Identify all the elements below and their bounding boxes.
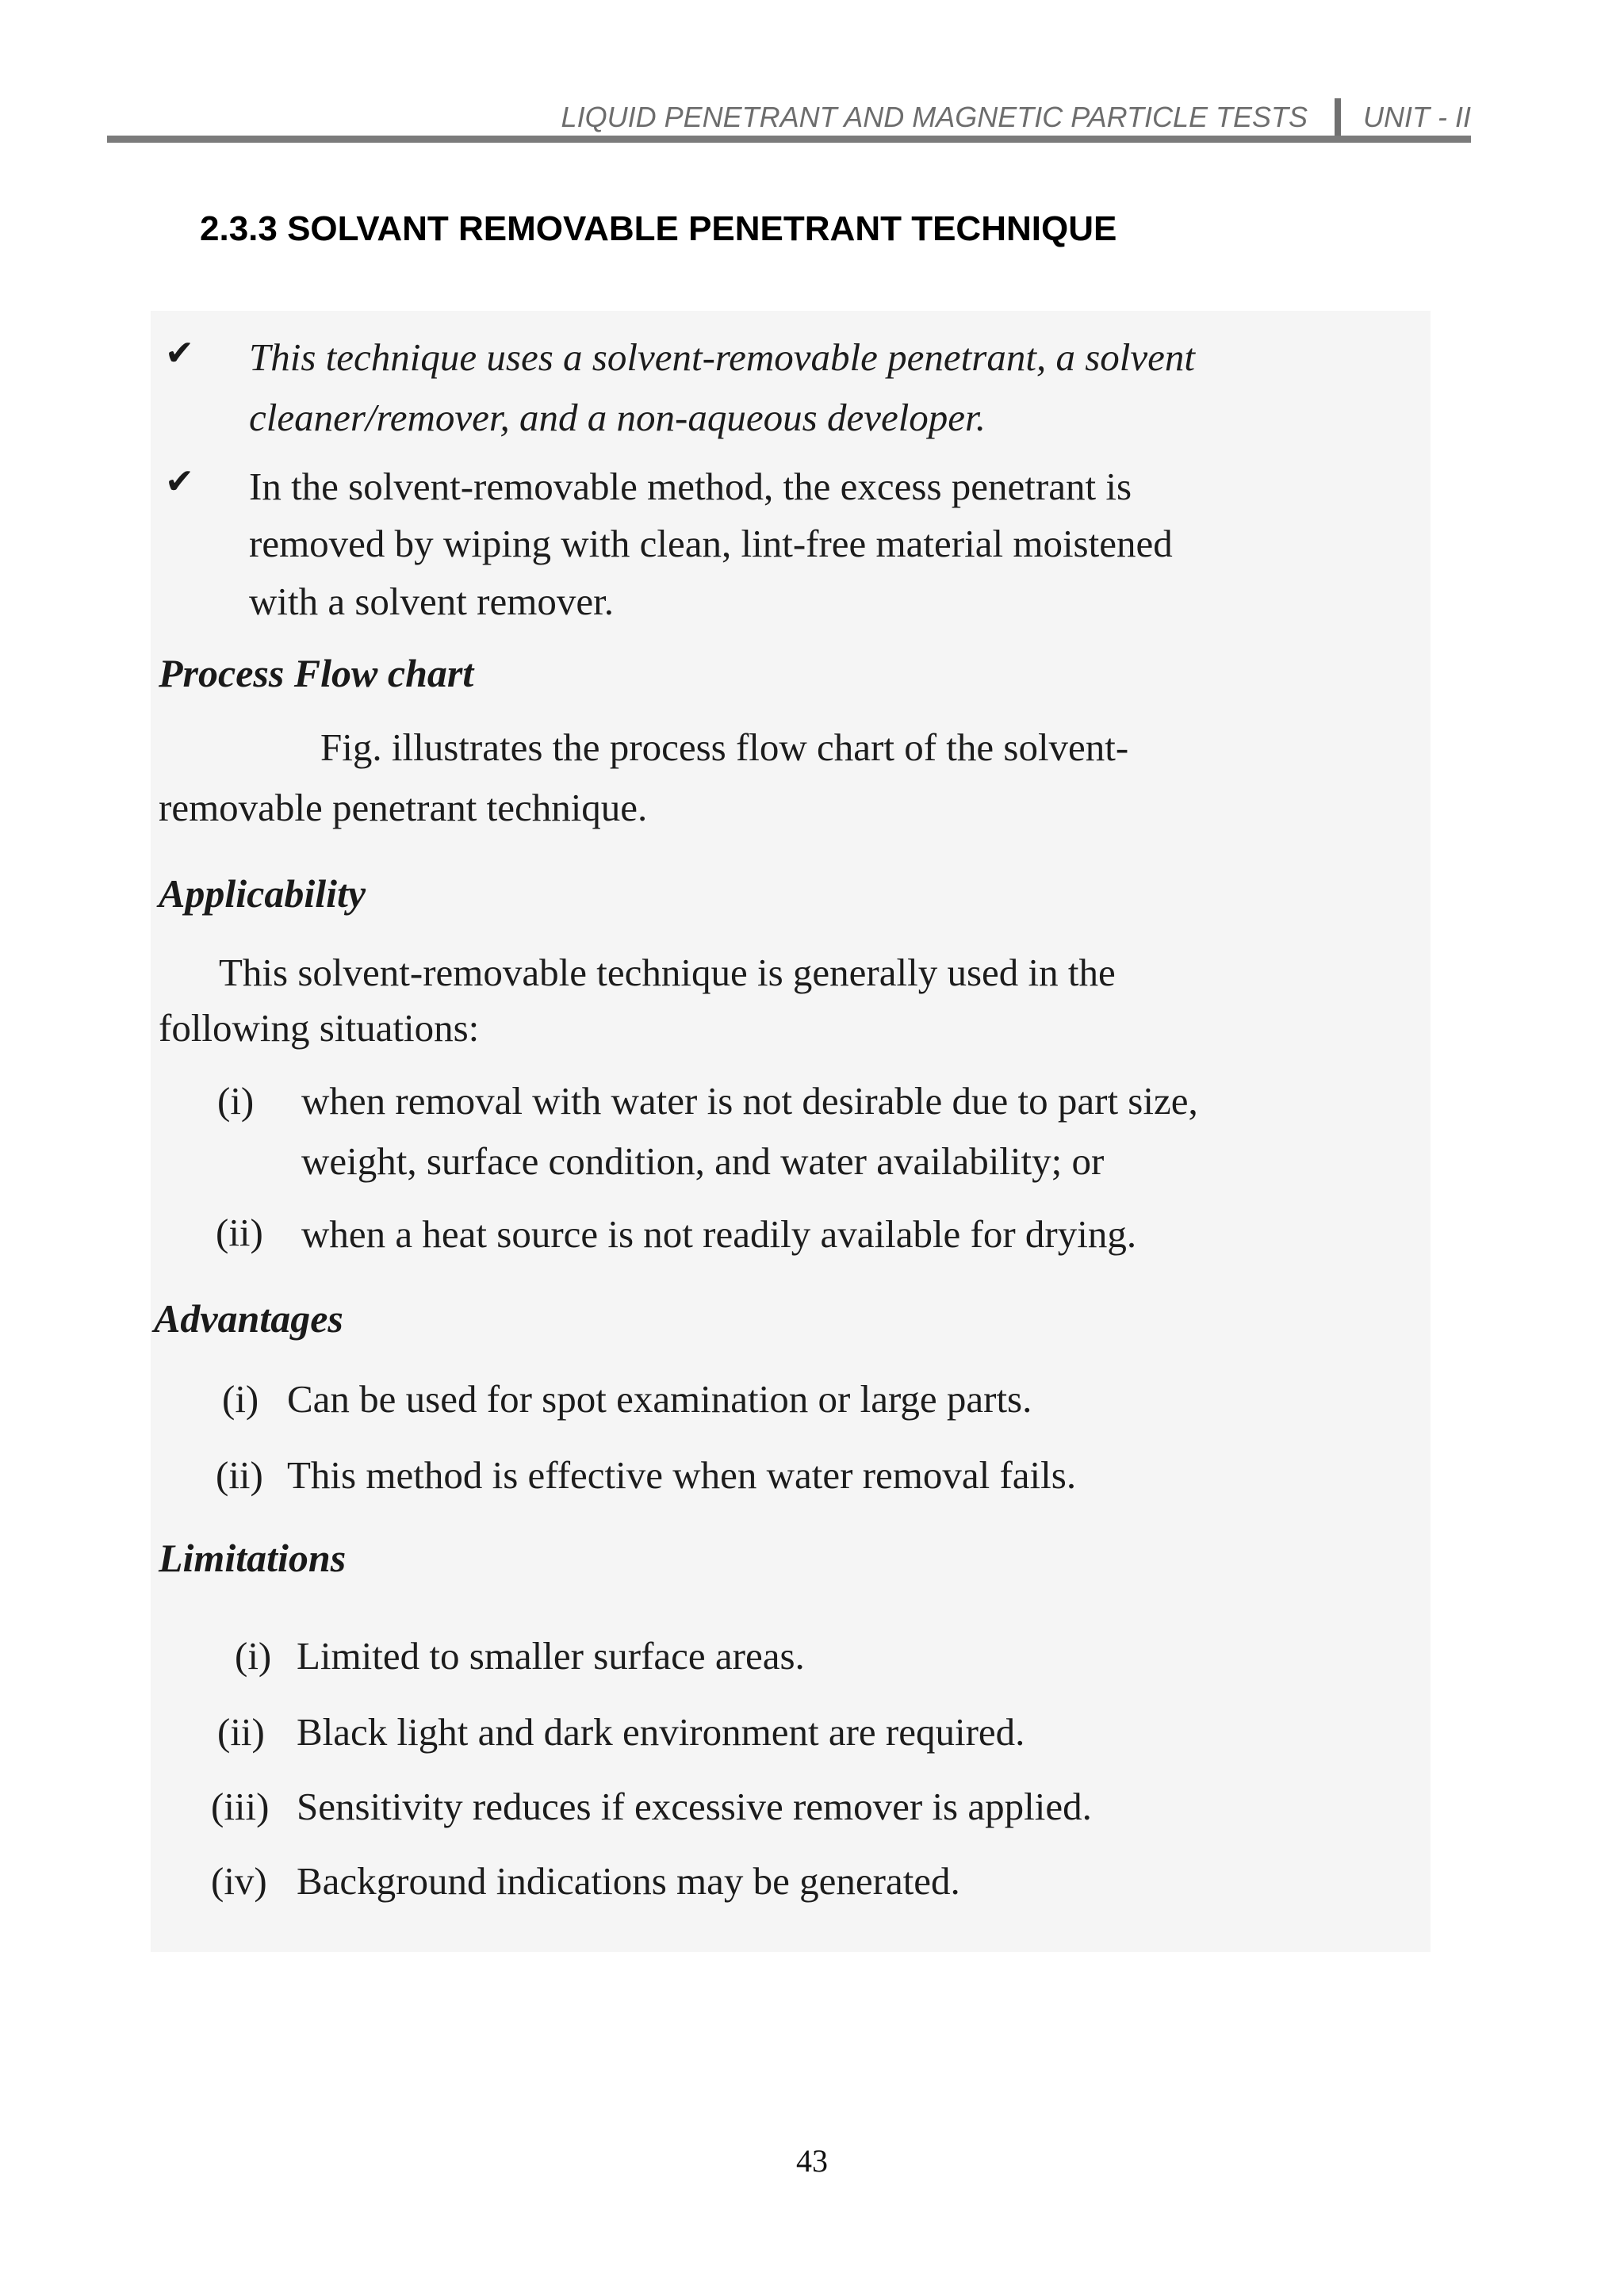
limitations-item-1-text: Limited to smaller surface areas. — [297, 1634, 805, 1678]
process-flow-line-1: Fig. illustrates the process flow chart of the solvent- — [320, 725, 1129, 769]
bullet-1-line-1 — [249, 335, 1500, 380]
applicability-intro-line-1: This solvent-removable technique is generally used in the — [219, 951, 1116, 994]
advantages-item-1-marker: (i) — [222, 1377, 259, 1421]
applicability-item-1-line-1: when removal with water is not desirable due to part size, — [301, 1079, 1198, 1123]
applicability-heading: Applicability — [159, 871, 366, 916]
limitations-item-1-marker: (i) — [235, 1634, 272, 1678]
advantages-heading: Advantages — [154, 1296, 343, 1341]
page-number: 43 — [796, 2143, 828, 2179]
applicability-intro-line-2: following situations: — [159, 1006, 480, 1050]
header-title: LIQUID PENETRANT AND MAGNETIC PARTICLE TESTS — [561, 101, 1308, 133]
advantages-item-2-marker: (ii) — [216, 1453, 263, 1497]
limitations-item-2-text: Black light and dark environment are required. — [297, 1710, 1025, 1754]
check-mark-icon: ✔ — [165, 461, 194, 502]
header-unit: UNIT - II — [1363, 101, 1471, 133]
advantages-item-1-text: Can be used for spot examination or large parts. — [287, 1377, 1032, 1421]
applicability-item-1-marker: (i) — [217, 1079, 255, 1123]
bullet-2-line-3: with a solvent remover. — [249, 580, 614, 623]
header-text — [561, 98, 1471, 136]
scanned-page-region — [151, 311, 1431, 1952]
bullet-1-line-1-text: This technique uses a solvent-removable penetrant, a solvent — [249, 335, 1195, 379]
bullet-2-line-2: removed by wiping with clean, lint-free material moistened — [249, 522, 1173, 565]
header-rule — [107, 136, 1471, 143]
bullet-1-line-2: cleaner/remover, and a non-aqueous developer. — [249, 396, 986, 439]
limitations-item-2-marker: (ii) — [217, 1710, 265, 1754]
bullet-2-line-1: In the solvent-removable method, the excess penetrant is — [249, 465, 1132, 508]
check-mark-icon: ✔ — [165, 333, 194, 373]
limitations-item-4-marker: (iv) — [211, 1859, 267, 1903]
applicability-item-1-line-2: weight, surface condition, and water availability; or — [301, 1139, 1105, 1183]
limitations-item-3-text: Sensitivity reduces if excessive remover is applied. — [297, 1785, 1092, 1828]
section-title: 2.3.3 SOLVANT REMOVABLE PENETRANT TECHNIQUE — [200, 209, 1117, 248]
limitations-item-3-marker: (iii) — [211, 1785, 270, 1828]
advantages-item-2-text: This method is effective when water removal fails. — [287, 1453, 1077, 1497]
process-flow-heading: Process Flow chart — [159, 651, 474, 695]
header-divider — [1335, 98, 1341, 136]
applicability-item-2-marker: (ii) — [216, 1211, 263, 1254]
process-flow-line-2: removable penetrant technique. — [159, 786, 648, 829]
applicability-item-2-line-1: when a heat source is not readily available for drying. — [301, 1212, 1137, 1256]
page-header — [107, 94, 1471, 143]
limitations-item-4-text: Background indications may be generated. — [297, 1859, 960, 1903]
limitations-heading: Limitations — [159, 1536, 347, 1580]
